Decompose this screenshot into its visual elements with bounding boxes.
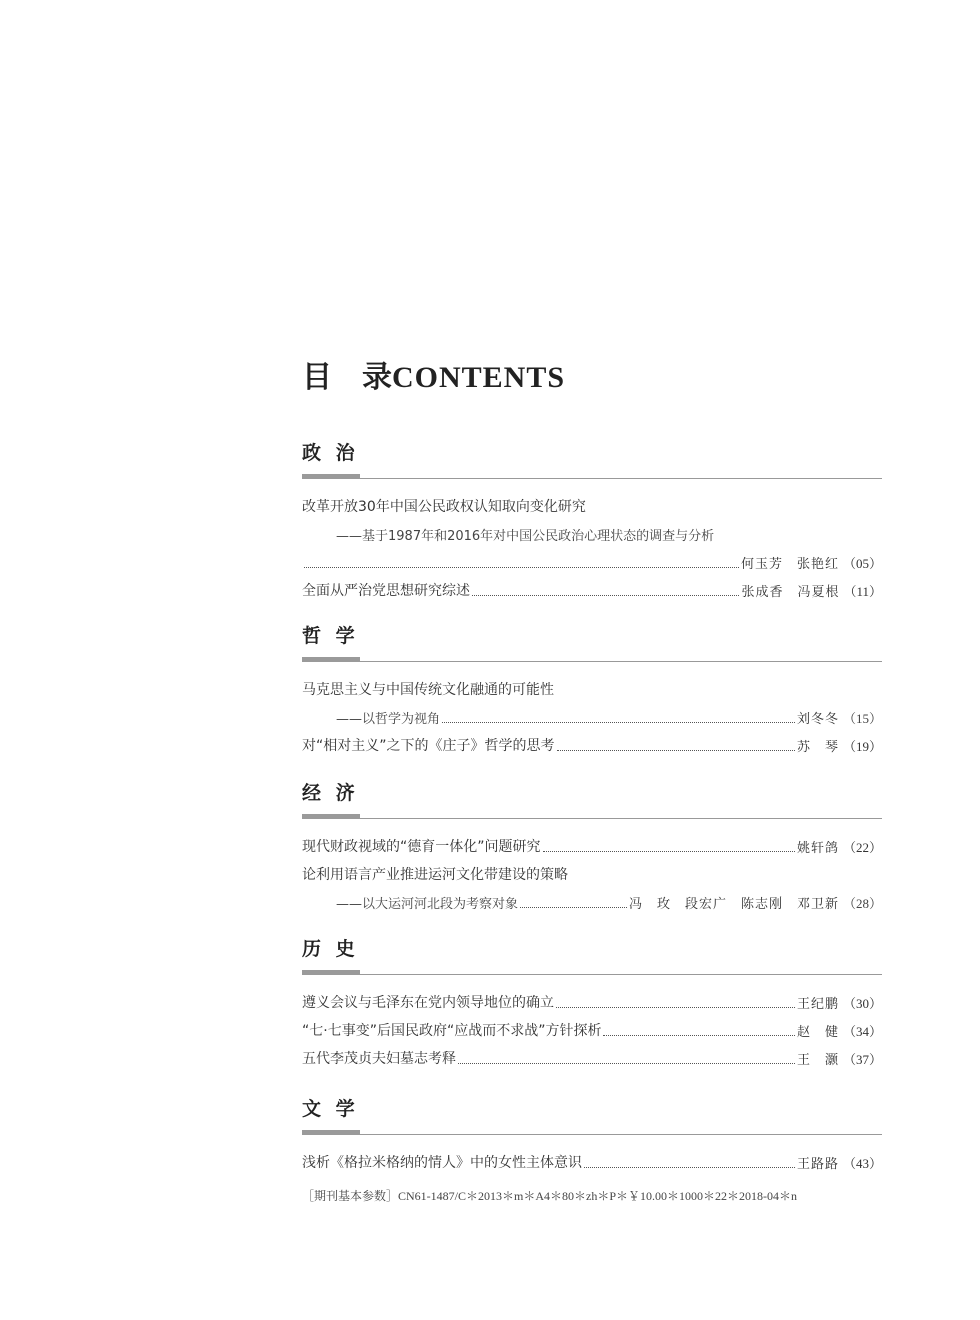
- toc-entry-authorline[interactable]: [302, 544, 882, 572]
- entry-page: （34）: [842, 1024, 882, 1039]
- entry-page: （43）: [842, 1156, 882, 1171]
- entry-author: 何玉芳 张艳红: [740, 557, 839, 572]
- section-economics: [302, 780, 882, 912]
- toc-entry[interactable]: [302, 1040, 882, 1068]
- toc-entry[interactable]: [302, 1012, 882, 1040]
- section-rule: [302, 1128, 882, 1142]
- section-title: 经 济: [302, 782, 359, 804]
- entry-author: 王纪鹏: [796, 997, 839, 1012]
- entry-title: 马克思主义与中国传统文化融通的可能性: [302, 682, 554, 698]
- toc-entry[interactable]: [302, 828, 882, 856]
- section-philosophy: [302, 623, 882, 755]
- leader-dots: [543, 850, 795, 852]
- entry-title: 论利用语言产业推进运河文化带建设的策略: [302, 867, 568, 883]
- toc-entry-subtitle[interactable]: [302, 884, 882, 912]
- entry-author: 姚轩鸽: [796, 841, 839, 856]
- toc-entry-subtitle[interactable]: [302, 699, 882, 727]
- entry-page: （37）: [842, 1052, 882, 1067]
- toc-entry[interactable]: [302, 671, 882, 699]
- toc-entry[interactable]: [302, 572, 882, 600]
- entry-page: （19）: [842, 739, 882, 754]
- entry-page: （22）: [842, 840, 882, 855]
- leader-dots: [603, 1034, 795, 1036]
- entry-page: （05）: [842, 556, 882, 571]
- leader-dots: [557, 749, 795, 751]
- toc-entry[interactable]: [302, 856, 882, 884]
- section-title: 哲 学: [302, 625, 359, 647]
- section-literature: [302, 1096, 882, 1172]
- entry-author: 刘冬冬: [796, 712, 839, 727]
- entry-subtitle: ——基于1987年和2016年对中国公民政治心理状态的调查与分析: [336, 529, 715, 544]
- entry-title: “七·七事变”后国民政府“应战而不求战”方针探析: [302, 1023, 602, 1039]
- toc-entry[interactable]: [302, 488, 882, 516]
- entry-title: 五代李茂贞夫妇墓志考释: [302, 1051, 456, 1067]
- toc-title-cn-2: 录: [362, 361, 392, 394]
- entry-author: 苏 琴: [796, 740, 839, 755]
- entry-title: 现代财政视域的“德育一体化”问题研究: [302, 839, 541, 855]
- toc-title: [302, 352, 565, 396]
- journal-parameters: ［期刊基本参数］CN61-1487/C＊2013＊m＊A4＊80＊zh＊P＊￥10.00＊1000＊22＊2018-04＊n: [302, 1189, 798, 1203]
- entry-title: 浅析《格拉米格纳的情人》中的女性主体意识: [302, 1155, 582, 1171]
- entry-title: 对“相对主义”之下的《庄子》哲学的思考: [302, 738, 555, 754]
- section-rule: [302, 655, 882, 669]
- entry-author: 王路路: [796, 1157, 839, 1172]
- leader-dots: [556, 1006, 795, 1008]
- entry-subtitle: ——以大运河河北段为考察对象: [336, 897, 519, 912]
- entry-author: 冯 玫 段宏广 陈志刚 邓卫新: [628, 897, 839, 912]
- toc-title-en: CONTENTS: [392, 361, 566, 394]
- section-title: 历 史: [302, 938, 359, 960]
- entry-title: 遵义会议与毛泽东在党内领导地位的确立: [302, 995, 554, 1011]
- entry-title: 改革开放30年中国公民政权认知取向变化研究: [302, 499, 586, 515]
- entry-author: 赵 健: [796, 1025, 839, 1040]
- leader-dots: [472, 594, 739, 596]
- toc-entry[interactable]: [302, 727, 882, 755]
- section-politics: [302, 440, 882, 600]
- entry-page: （15）: [842, 711, 882, 726]
- leader-dots: [520, 906, 627, 908]
- entry-title: 全面从严治党思想研究综述: [302, 583, 470, 599]
- toc-entry[interactable]: [302, 984, 882, 1012]
- entry-author: 王 灏: [796, 1053, 839, 1068]
- entry-page: （28）: [842, 896, 882, 911]
- toc-entry[interactable]: [302, 1144, 882, 1172]
- section-rule: [302, 472, 882, 486]
- section-title: 政 治: [302, 442, 359, 464]
- leader-dots: [458, 1062, 795, 1064]
- toc-entry-subtitle: [302, 516, 882, 544]
- section-history: [302, 936, 882, 1068]
- entry-page: （30）: [842, 996, 882, 1011]
- leader-dots: [442, 721, 795, 723]
- leader-dots: [584, 1166, 795, 1168]
- section-rule: [302, 968, 882, 982]
- entry-author: 张成香 冯夏根: [741, 585, 840, 600]
- leader-dots: [304, 566, 739, 568]
- section-rule: [302, 812, 882, 826]
- entry-subtitle: ——以哲学为视角: [336, 712, 441, 727]
- toc-title-cn-1: 目: [302, 361, 332, 394]
- section-title: 文 学: [302, 1098, 359, 1120]
- entry-page: （11）: [843, 584, 882, 599]
